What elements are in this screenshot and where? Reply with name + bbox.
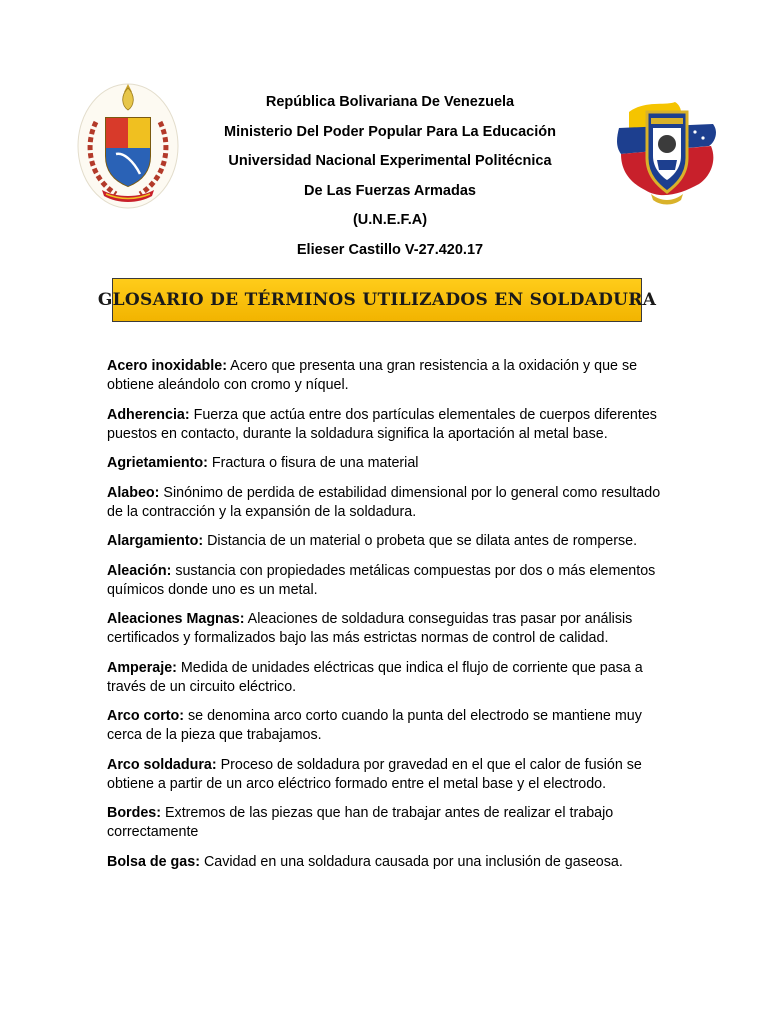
glossary-definition: Extremos de las piezas que han de trabajar antes de realizar el trabajo correctamente: [107, 805, 614, 840]
glossary-term: Bordes:: [107, 805, 162, 821]
glossary-term: Aleaciones Magnas:: [107, 611, 245, 627]
header-acronym: (U.N.E.F.A): [352, 212, 428, 228]
glossary-entry: [107, 454, 667, 473]
header-country: República Bolivariana De Venezuela: [265, 94, 515, 110]
glossary-definition: Medida de unidades eléctricas que indica el flujo de corriente que pasa a través de un circuito eléctrico.: [107, 659, 643, 695]
glossary-definition: sustancia con propiedades metálicas compuestas por dos o más elementos químicos donde uno es un metal.: [107, 562, 656, 598]
glossary-definition: Fractura o fisura de una material: [207, 455, 419, 471]
header-author: Elieser Castillo V-27.420.17: [296, 241, 484, 258]
glossary-definition: Sinónimo de perdida de estabilidad dimensional por lo general como resultado de la contracción y la expansión de la soldadura.: [107, 484, 661, 520]
glossary-list: [107, 357, 667, 882]
glossary-entry: [107, 357, 667, 395]
coat-of-arms-logo: [76, 82, 180, 210]
glossary-entry: [107, 532, 667, 551]
glossary-entry: [107, 484, 667, 522]
glossary-definition: Acero que presenta una gran resistencia a la oxidación y que se obtiene aleándolo con cromo y níquel.: [107, 358, 638, 393]
glossary-entry: [107, 804, 667, 842]
glossary-term: Arco soldadura:: [107, 756, 217, 773]
glossary-title-banner: [97, 278, 657, 322]
glossary-term: Arco corto:: [107, 708, 185, 724]
glossary-entry: [107, 707, 667, 745]
glossary-definition: Aleaciones de soldadura conseguidas tras pasar por análisis certificados y formalizados bajo las más estrictas normas de control de calidad.: [107, 611, 633, 646]
glossary-definition: se denomina arco corto cuando la punta del electrodo se mantiene muy cerca de la pieza que trabajamos.: [107, 708, 642, 743]
glossary-definition: Cavidad en una soldadura causada por una inclusión de gaseosa.: [199, 853, 623, 870]
glossary-term: Aleación:: [107, 562, 172, 579]
glossary-term: Bolsa de gas:: [107, 853, 200, 870]
glossary-entry: [107, 406, 667, 444]
glossary-entry: [107, 756, 667, 794]
glossary-entry: [107, 610, 667, 648]
glossary-entry: [107, 659, 667, 697]
header-university-2: De Las Fuerzas Armadas: [304, 182, 476, 199]
glossary-term: Acero inoxidable:: [107, 358, 227, 374]
glossary-definition: Proceso de soldadura por gravedad en el que el calor de fusión se obtiene a partir de un arco eléctrico formado entre el metal base y el electrodo.: [107, 756, 642, 792]
document-header: [200, 88, 580, 265]
glossary-term: Agrietamiento:: [107, 455, 208, 471]
glossary-entry: [107, 562, 667, 600]
glossary-definition: Fuerza que actúa entre dos partículas elementales de cuerpos diferentes puestos en contacto, durante la soldadura significa la aportación al metal base.: [107, 406, 657, 442]
header-ministry: Ministerio Del Poder Popular Para La Educación: [224, 123, 556, 140]
glossary-term: Alargamiento:: [107, 533, 204, 549]
unefa-logo: [615, 98, 719, 210]
glossary-title: GLOSARIO DE TÉRMINOS UTILIZADOS EN SOLDADURA: [97, 290, 657, 310]
glossary-definition: Distancia de un material o probeta que se dilata antes de romperse.: [203, 533, 638, 549]
glossary-term: Amperaje:: [107, 659, 177, 676]
glossary-term: Alabeo:: [107, 484, 160, 501]
header-university: Universidad Nacional Experimental Politécnica: [228, 153, 552, 169]
glossary-entry: [107, 853, 667, 872]
glossary-term: Adherencia:: [107, 406, 190, 423]
